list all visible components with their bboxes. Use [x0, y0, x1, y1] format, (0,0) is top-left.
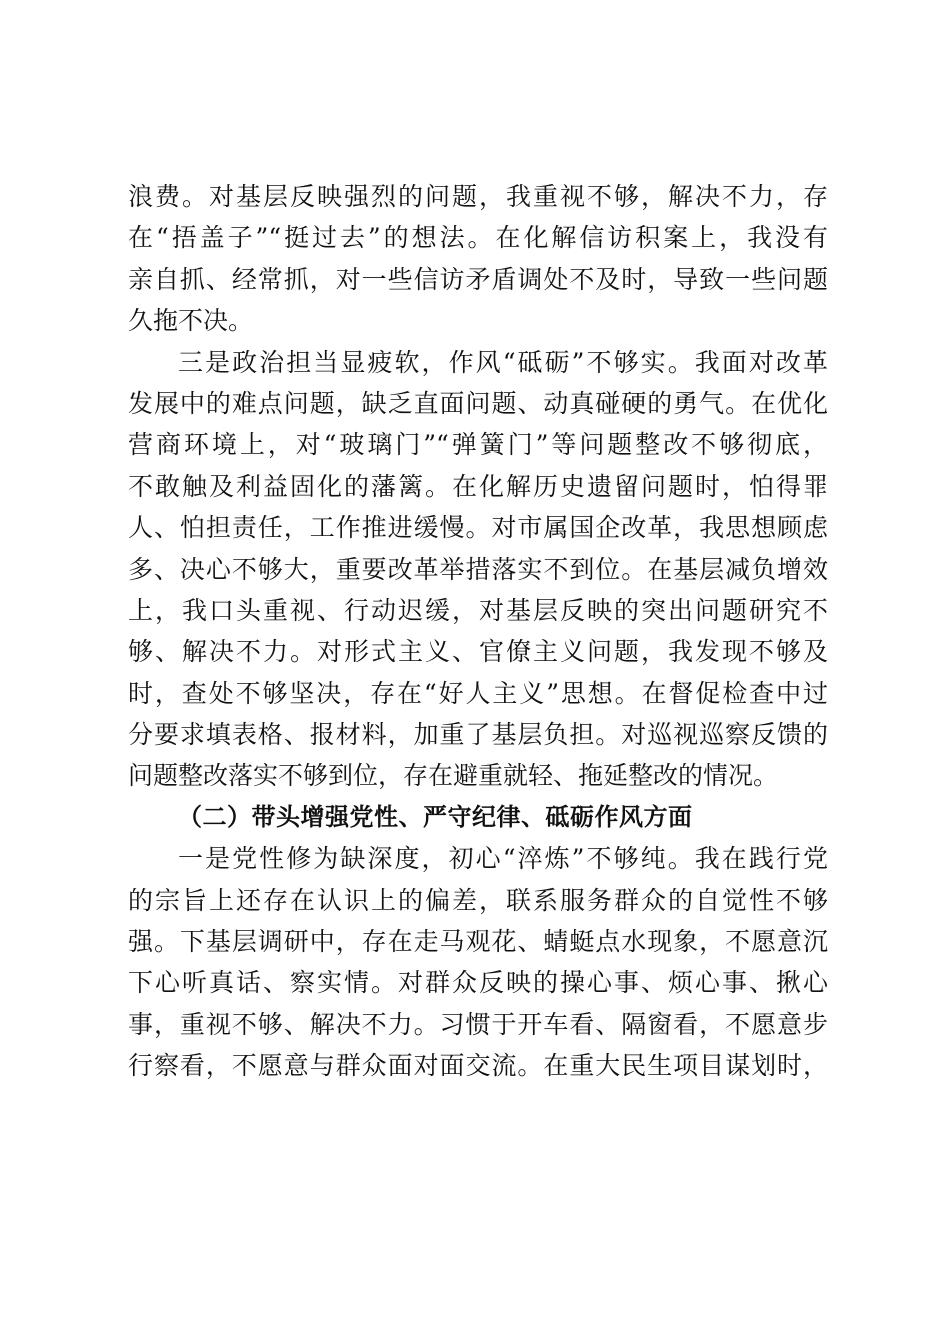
- section-heading: （二）带头增强党性、严守纪律、砥砺作风方面: [178, 802, 693, 831]
- text-line: 行察看，不愿意与群众面对面交流。在重大民生项目谋划时，: [128, 1051, 828, 1081]
- text-line: 够、解决不力。对形式主义、官僚主义问题，我发现不够及: [128, 637, 828, 667]
- text-line: 事，重视不够、解决不力。习惯于开车看、隔窗看，不愿意步: [128, 1009, 828, 1039]
- text-line: 不敢触及利益固化的藩篱。在化解历史遗留问题时，怕得罪: [128, 471, 828, 501]
- text-line: 的宗旨上还存在认识上的偏差，联系服务群众的自觉性不够: [128, 885, 828, 915]
- text-line: 上，我口头重视、行动迟缓，对基层反映的突出问题研究不: [128, 595, 828, 625]
- text-line: 多、决心不够大，重要改革举措落实不到位。在基层减负增效: [128, 554, 828, 584]
- text-line: 发展中的难点问题，缺乏直面问题、动真碰硬的勇气。在优化: [128, 388, 828, 418]
- text-line: 问题整改落实不够到位，存在避重就轻、拖延整改的情况。: [128, 761, 779, 791]
- text-line: 下心听真话、察实情。对群众反映的操心事、烦心事、揪心: [128, 968, 828, 998]
- text-line: 时，查处不够坚决，存在“好人主义”思想。在督促检查中过: [128, 678, 828, 708]
- text-line: 久拖不决。: [128, 306, 254, 336]
- paragraph-start-line: 三是政治担当显疲软，作风“砥砺”不够实。我面对改革: [178, 347, 828, 377]
- body-text: [128, 176, 828, 1087]
- text-line: 强。下基层调研中，存在走马观花、蜻蜓点水现象，不愿意沉: [128, 927, 828, 957]
- paragraph-start-line: 一是党性修为缺深度，初心“淬炼”不够纯。我在践行党: [178, 844, 828, 874]
- text-line: 营商环境上，对“玻璃门”“弹簧门”等问题整改不够彻底，: [128, 430, 828, 460]
- text-line: 亲自抓、经常抓，对一些信访矛盾调处不及时，导致一些问题: [128, 264, 828, 294]
- text-line: 分要求填表格、报材料，加重了基层负担。对巡视巡察反馈的: [128, 720, 828, 750]
- text-line: 浪费。对基层反映强烈的问题，我重视不够，解决不力，存: [128, 182, 828, 211]
- text-line: 在“捂盖子”“挺过去”的想法。在化解信访积案上，我没有: [128, 223, 828, 253]
- text-line: 人、怕担责任，工作推进缓慢。对市属国企改革，我思想顾虑: [128, 513, 828, 543]
